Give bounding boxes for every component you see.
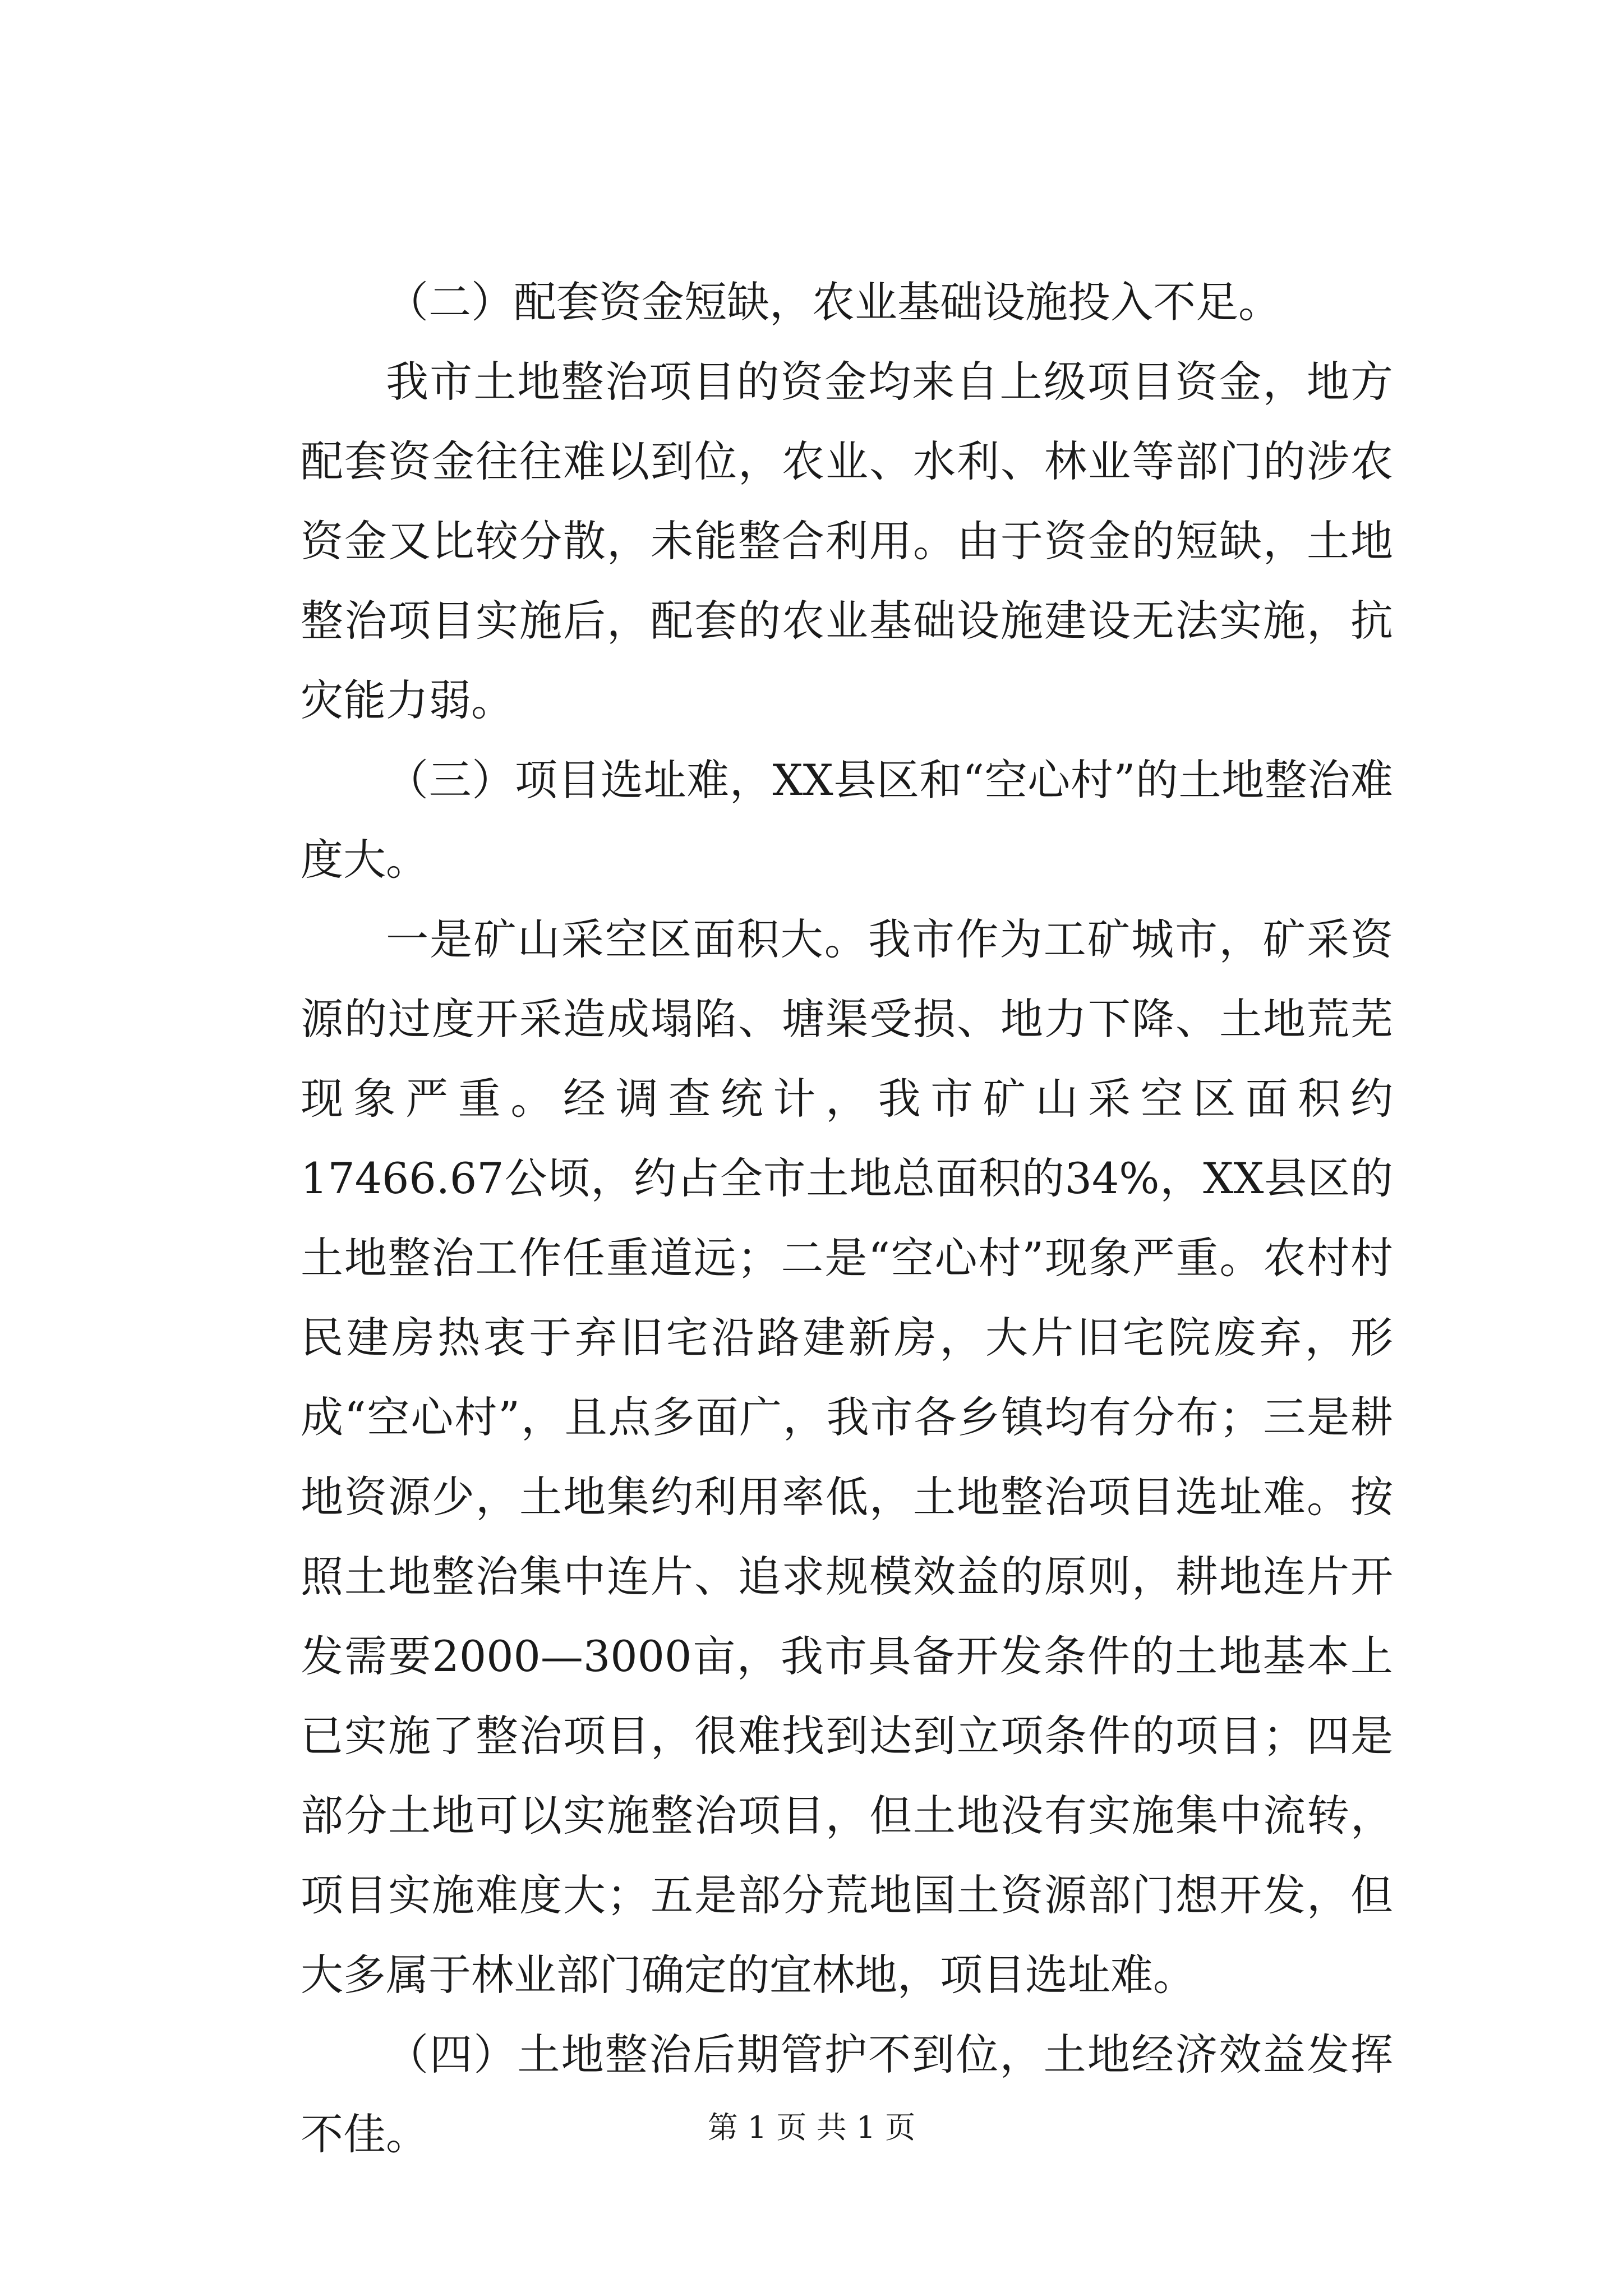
heading-section-2: （二）配套资金短缺，农业基础设施投入不足。 <box>386 277 1281 327</box>
heading-section-3: （三）项目选址难，XX县区和“空心村”的土地整治难度大。 <box>301 755 1393 885</box>
paragraph-site-selection: 一是矿山采空区面积大。我市作为工矿城市，矿采资源的过度开采造成塌陷、塘渠受损、地力下降、土地荒芜现象严重。经调查统计，我市矿山采空区面积约17466.67公顷，约占全市土地总面积的34%，XX县区的土地整治工作任重道远；二是“空心村”现象严重。农村村民建房热衷于弃旧宅沿路建新房，大片旧宅院废弃，形成“空心村”，且点多面广，我市各乡镇均有分布；三是耕地资源少，土地集约利用率低，土地整治项目选址难。按照土地整治集中连片、追求规模效益的原则，耕地连片开发需要2000—3000亩，我市具备开发条件的土地基本上已实施了整治项目，很难找到达到立项条件的项目；四是部分土地可以实施整治项目，但土地没有实施集中流转，项目实施难度大；五是部分荒地国土资源部门想开发，但大多属于林业部门确定的宜林地，项目选址难。 <box>301 914 1393 2000</box>
page-number-footer: 第 1 页 共 1 页 <box>707 2110 916 2145</box>
heading-section-4: （四）土地整治后期管护不到位，土地经济效益发挥不佳。 <box>301 2030 1393 2159</box>
document-body <box>301 263 1393 2174</box>
paragraph-funding: 我市土地整治项目的资金均来自上级项目资金，地方配套资金往往难以到位，农业、水利、林业等部门的涉农资金又比较分散，未能整合利用。由于资金的短缺，土地整治项目实施后，配套的农业基础设施建设无法实施，抗灾能力弱。 <box>301 357 1393 725</box>
